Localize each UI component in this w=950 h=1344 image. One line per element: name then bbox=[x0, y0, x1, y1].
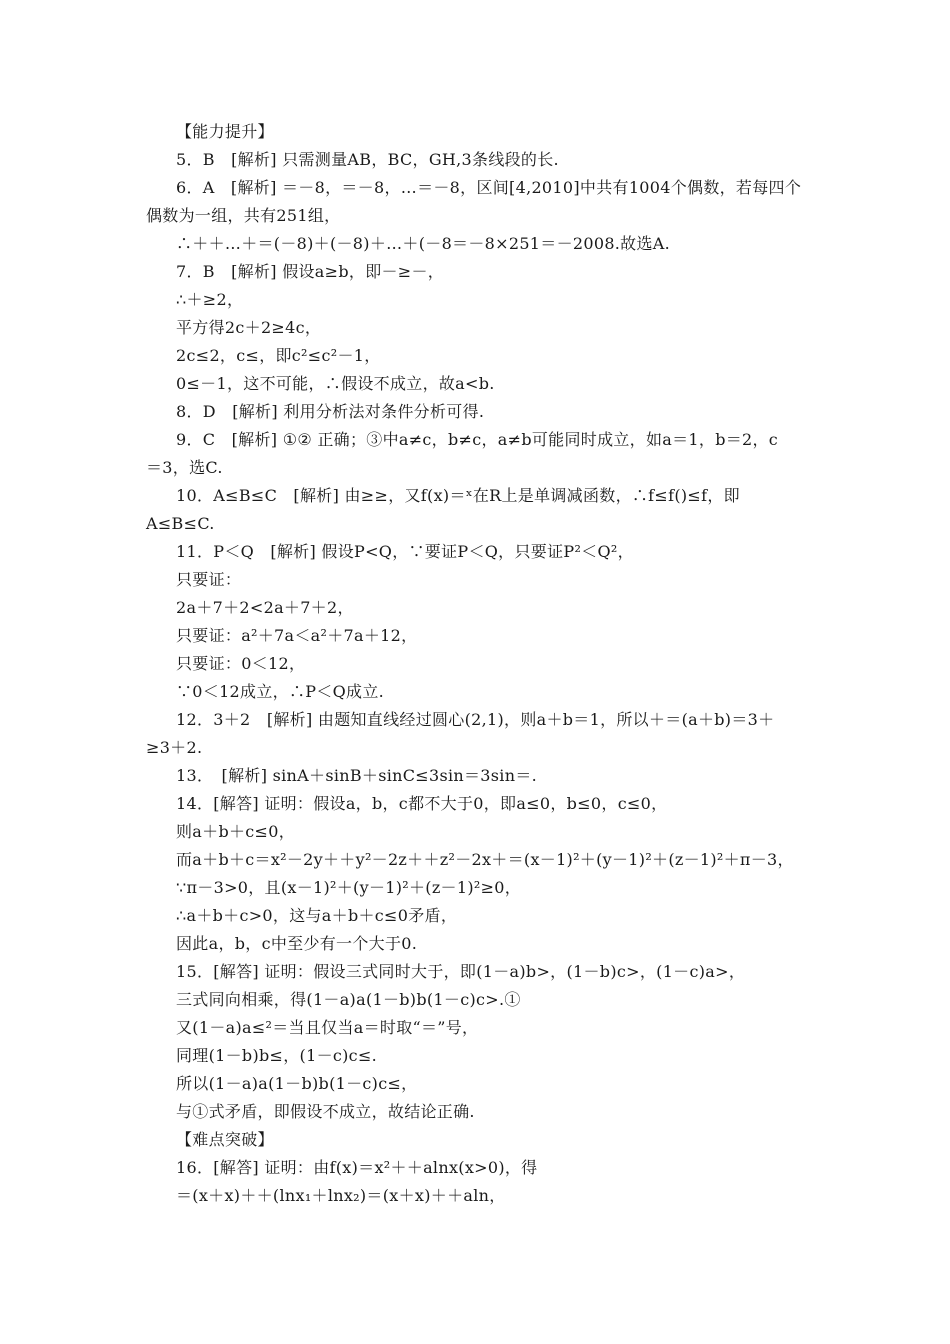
answer-line: 平方得2c＋2≥4c， bbox=[176, 318, 322, 337]
answer-line: 2a＋7＋2<2a＋7＋2， bbox=[176, 598, 354, 617]
answer-line: 8．D [解析] 利用分析法对条件分析可得. bbox=[176, 402, 485, 421]
answer-line: 因此a，b，c中至少有一个大于0. bbox=[176, 934, 418, 953]
answer-line: 而a＋b＋c＝x²－2y＋＋y²－2z＋＋z²－2x＋＝(x－1)²＋(y－1)²＋(z－1)²＋π－3， bbox=[176, 850, 794, 869]
answer-line: 13． [解析] sinA＋sinB＋sinC≤3sin＝3sin＝. bbox=[176, 766, 537, 785]
answer-line: ∴＋＋…＋＝(－8)＋(－8)＋…＋(－8＝－8×251＝－2008.故选A. bbox=[176, 234, 671, 253]
answer-line: 所以(1－a)a(1－b)b(1－c)c≤， bbox=[176, 1074, 418, 1093]
answer-line: 0≤－1，这不可能，∴假设不成立，故a<b. bbox=[176, 374, 495, 393]
answer-line: 10．A≤B≤C [解析] 由≥≥，又f(x)＝ˣ在R上是单调减函数，∴f≤f()≤f，即 bbox=[176, 486, 740, 505]
answer-line: 偶数为一组，共有251组， bbox=[146, 206, 341, 225]
answer-line: A≤B≤C. bbox=[146, 514, 215, 533]
answer-line: 11．P＜Q [解析] 假设P<Q，∵要证P＜Q，只要证P²＜Q²， bbox=[176, 542, 634, 561]
answer-line: ∴＋≥2， bbox=[176, 290, 244, 309]
answer-line: 又(1－a)a≤²＝当且仅当a＝时取“＝”号， bbox=[176, 1018, 479, 1037]
answer-line: ∵π－3>0，且(x－1)²＋(y－1)²＋(z－1)²≥0， bbox=[176, 878, 522, 897]
answer-line: ＝(x＋x)＋＋(lnx₁＋lnx₂)＝(x＋x)＋＋aln， bbox=[176, 1186, 506, 1205]
answer-line: 同理(1－b)b≤，(1－c)c≤. bbox=[176, 1046, 378, 1065]
answer-line: ≥3＋2. bbox=[146, 738, 203, 757]
answer-line: 2c≤2，c≤，即c²≤c²－1， bbox=[176, 346, 381, 365]
answer-line: 5．B [解析] 只需测量AB，BC，GH,3条线段的长. bbox=[176, 150, 559, 169]
answer-line: 只要证：a²＋7a＜a²＋7a＋12， bbox=[176, 626, 418, 645]
answer-line: 7．B [解析] 假设a≥b，即－≥－， bbox=[176, 262, 445, 281]
answer-line: ∵0＜12成立，∴P＜Q成立. bbox=[176, 682, 385, 701]
answer-line: 则a＋b＋c≤0， bbox=[176, 822, 296, 841]
section-heading-ability: 【能力提升】 bbox=[176, 122, 274, 141]
answer-line: 与①式矛盾，即假设不成立，故结论正确. bbox=[176, 1102, 475, 1121]
answer-line: 12．3＋2 [解析] 由题知直线经过圆心(2,1)，则a＋b＝1，所以＋＝(a＋b)＝3＋ bbox=[176, 710, 775, 729]
answer-line: 三式同向相乘，得(1－a)a(1－b)b(1－c)c>.① bbox=[176, 990, 521, 1009]
answer-line: 15．[解答] 证明：假设三式同时大于，即(1－a)b>，(1－b)c>，(1－c)a>， bbox=[176, 962, 746, 981]
answer-line: 只要证： bbox=[176, 570, 242, 589]
answer-line: 16．[解答] 证明：由f(x)＝x²＋＋alnx(x>0)，得 bbox=[176, 1158, 538, 1177]
answer-line: 14．[解答] 证明：假设a，b，c都不大于0，即a≤0，b≤0，c≤0， bbox=[176, 794, 668, 813]
answer-line: 9．C [解析] ①② 正确；③中a≠c，b≠c，a≠b可能同时成立，如a＝1，b＝2，c bbox=[176, 430, 779, 449]
section-heading-difficult: 【难点突破】 bbox=[176, 1130, 274, 1149]
answer-line: ∴a＋b＋c>0，这与a＋b＋c≤0矛盾， bbox=[176, 906, 458, 925]
answer-line: 只要证：0＜12， bbox=[176, 654, 306, 673]
answer-line: ＝3，选C. bbox=[146, 458, 223, 477]
answer-line: 6．A [解析] ＝－8，＝－8，…＝－8，区间[4,2010]中共有1004个偶数，若每四个 bbox=[176, 178, 802, 197]
